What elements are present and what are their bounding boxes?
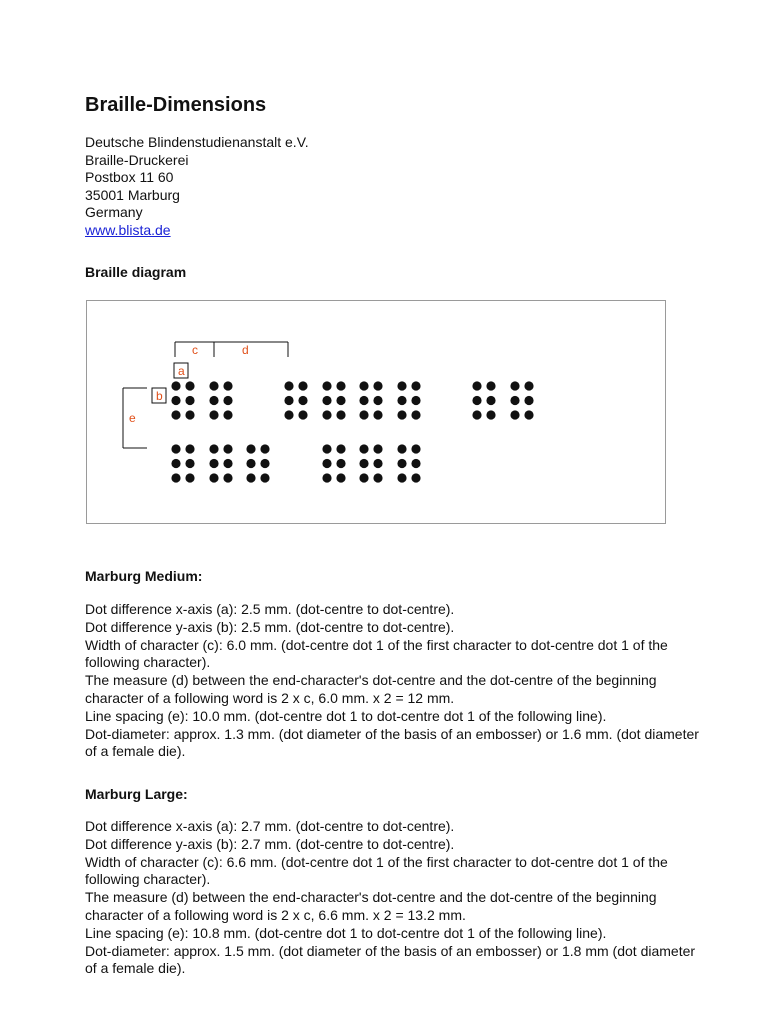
braille-dot bbox=[359, 410, 368, 419]
braille-cell bbox=[209, 444, 232, 482]
braille-cell bbox=[397, 444, 420, 482]
large-dot-diameter: Dot-diameter: approx. 1.5 mm. (dot diameter of the basis of an embosser) or 1.8 mm (dot diameter of a female die). bbox=[85, 942, 696, 977]
braille-dot bbox=[472, 381, 481, 390]
dimension-lines bbox=[123, 342, 288, 448]
braille-dot bbox=[284, 396, 293, 405]
marburg-large-text bbox=[85, 818, 705, 978]
braille-dot bbox=[322, 459, 331, 468]
d-label: d bbox=[242, 343, 249, 357]
address-postbox: Postbox 11 60 bbox=[85, 169, 174, 186]
braille-diagram-canvas bbox=[87, 301, 667, 525]
braille-dot bbox=[171, 410, 180, 419]
braille-cell bbox=[246, 444, 269, 482]
braille-dot bbox=[223, 444, 232, 453]
braille-dot bbox=[209, 410, 218, 419]
braille-dot bbox=[359, 396, 368, 405]
marburg-medium-heading: Marburg Medium: bbox=[85, 568, 203, 584]
braille-dot bbox=[510, 410, 519, 419]
page-title: Braille-Dimensions bbox=[85, 94, 267, 116]
braille-dot bbox=[185, 381, 194, 390]
address-country: Germany bbox=[85, 204, 143, 221]
braille-dot bbox=[411, 396, 420, 405]
braille-dot bbox=[185, 396, 194, 405]
braille-dot bbox=[397, 381, 406, 390]
braille-dot bbox=[336, 410, 345, 419]
braille-dot bbox=[171, 396, 180, 405]
braille-dot bbox=[209, 444, 218, 453]
braille-dot bbox=[336, 459, 345, 468]
braille-dot bbox=[322, 444, 331, 453]
a-label: a bbox=[178, 364, 185, 378]
braille-cell bbox=[171, 381, 194, 419]
braille-dot bbox=[336, 444, 345, 453]
braille-dot bbox=[411, 473, 420, 482]
braille-dot bbox=[359, 473, 368, 482]
medium-char-width: Width of character (c): 6.0 mm. (dot-centre dot 1 of the first character to dot-centre dot 1 of the following character). bbox=[85, 636, 668, 671]
braille-dot bbox=[246, 459, 255, 468]
braille-dot bbox=[373, 381, 382, 390]
braille-dot bbox=[524, 381, 533, 390]
braille-dot bbox=[284, 410, 293, 419]
braille-dot bbox=[223, 381, 232, 390]
braille-dot bbox=[209, 381, 218, 390]
braille-dot bbox=[359, 381, 368, 390]
braille-cell bbox=[171, 444, 194, 482]
braille-dot bbox=[373, 410, 382, 419]
braille-dot bbox=[336, 473, 345, 482]
braille-dot bbox=[246, 473, 255, 482]
braille-dot bbox=[524, 396, 533, 405]
braille-dot bbox=[373, 473, 382, 482]
large-word-gap: The measure (d) between the end-character's dot-centre and the dot-centre of the beginning character of a following word is 2 x c, 6.6 mm. x 2 = 13.2 mm. bbox=[85, 889, 657, 923]
medium-dot-x: Dot difference x-axis (a): 2.5 mm. (dot-centre to dot-centre). bbox=[85, 601, 455, 617]
large-char-width: Width of character (c): 6.6 mm. (dot-centre dot 1 of the first character to dot-centre dot 1 of the following character). bbox=[85, 853, 668, 888]
braille-dot bbox=[397, 396, 406, 405]
braille-dot bbox=[510, 396, 519, 405]
b-label: b bbox=[156, 389, 163, 403]
medium-dot-diameter: Dot-diameter: approx. 1.3 mm. (dot diameter of the basis of an embosser) or 1.6 mm. (dot diameter of a female die). bbox=[85, 725, 699, 760]
braille-cell bbox=[472, 381, 495, 419]
braille-dot bbox=[171, 459, 180, 468]
braille-dot bbox=[260, 473, 269, 482]
marburg-large-heading: Marburg Large: bbox=[85, 786, 188, 802]
braille-dot bbox=[411, 459, 420, 468]
braille-dot bbox=[336, 381, 345, 390]
medium-dot-y: Dot difference y-axis (b): 2.5 mm. (dot-centre to dot-centre). bbox=[85, 618, 455, 635]
address-block bbox=[85, 134, 309, 240]
braille-cell bbox=[322, 444, 345, 482]
braille-dot bbox=[322, 381, 331, 390]
braille-dot bbox=[298, 381, 307, 390]
braille-dot bbox=[185, 444, 194, 453]
braille-dot bbox=[322, 473, 331, 482]
braille-dot bbox=[185, 459, 194, 468]
braille-cell bbox=[322, 381, 345, 419]
braille-dot bbox=[472, 396, 481, 405]
braille-cell bbox=[397, 381, 420, 419]
braille-dot bbox=[397, 459, 406, 468]
braille-dot bbox=[209, 396, 218, 405]
braille-dot bbox=[298, 396, 307, 405]
braille-cell bbox=[510, 381, 533, 419]
braille-dot bbox=[284, 381, 293, 390]
braille-dot bbox=[397, 410, 406, 419]
large-line-spacing: Line spacing (e): 10.8 mm. (dot-centre dot 1 to dot-centre dot 1 of the following line). bbox=[85, 924, 607, 941]
braille-dot bbox=[298, 410, 307, 419]
braille-dot bbox=[359, 444, 368, 453]
braille-dot bbox=[171, 473, 180, 482]
braille-dot bbox=[411, 381, 420, 390]
braille-dot bbox=[373, 444, 382, 453]
braille-dot bbox=[411, 410, 420, 419]
braille-cell bbox=[359, 444, 382, 482]
diagram-heading: Braille diagram bbox=[85, 264, 187, 280]
braille-dot bbox=[246, 444, 255, 453]
braille-dot bbox=[260, 459, 269, 468]
braille-dots bbox=[171, 381, 533, 482]
braille-dot bbox=[524, 410, 533, 419]
braille-dot bbox=[322, 396, 331, 405]
braille-dot bbox=[397, 473, 406, 482]
braille-dot bbox=[486, 396, 495, 405]
braille-cell bbox=[209, 381, 232, 419]
braille-dot bbox=[359, 459, 368, 468]
braille-dot bbox=[472, 410, 481, 419]
braille-dot bbox=[373, 396, 382, 405]
braille-dot bbox=[185, 410, 194, 419]
large-dot-y: Dot difference y-axis (b): 2.7 mm. (dot-centre to dot-centre). bbox=[85, 835, 455, 852]
braille-cell bbox=[284, 381, 307, 419]
braille-dot bbox=[223, 459, 232, 468]
braille-dot bbox=[223, 473, 232, 482]
braille-dot bbox=[411, 444, 420, 453]
medium-word-gap: The measure (d) between the end-character's dot-centre and the dot-centre of the beginning character of a following word is 2 x c, 6.0 mm. x 2 = 12 mm. bbox=[85, 672, 657, 706]
braille-dot bbox=[260, 444, 269, 453]
braille-dot bbox=[171, 381, 180, 390]
c-label: c bbox=[192, 343, 198, 357]
braille-dot bbox=[510, 381, 519, 390]
braille-dot bbox=[336, 396, 345, 405]
website-link[interactable]: www.blista.de bbox=[85, 221, 171, 238]
marburg-medium-text bbox=[85, 601, 705, 761]
braille-dot bbox=[322, 410, 331, 419]
address-city: 35001 Marburg bbox=[85, 186, 180, 203]
braille-dot bbox=[171, 444, 180, 453]
medium-line-spacing: Line spacing (e): 10.0 mm. (dot-centre dot 1 to dot-centre dot 1 of the following line). bbox=[85, 707, 607, 724]
large-dot-x: Dot difference x-axis (a): 2.7 mm. (dot-centre to dot-centre). bbox=[85, 818, 455, 834]
address-department: Braille-Druckerei bbox=[85, 151, 189, 168]
braille-dot bbox=[486, 410, 495, 419]
braille-dot bbox=[209, 459, 218, 468]
braille-dot bbox=[486, 381, 495, 390]
braille-dot bbox=[397, 444, 406, 453]
braille-dot bbox=[373, 459, 382, 468]
braille-dot bbox=[223, 396, 232, 405]
braille-dot bbox=[209, 473, 218, 482]
braille-cell bbox=[359, 381, 382, 419]
braille-diagram bbox=[86, 300, 666, 524]
address-organization: Deutsche Blindenstudienanstalt e.V. bbox=[85, 134, 309, 150]
braille-dot bbox=[223, 410, 232, 419]
braille-dot bbox=[185, 473, 194, 482]
e-label: e bbox=[129, 411, 136, 425]
